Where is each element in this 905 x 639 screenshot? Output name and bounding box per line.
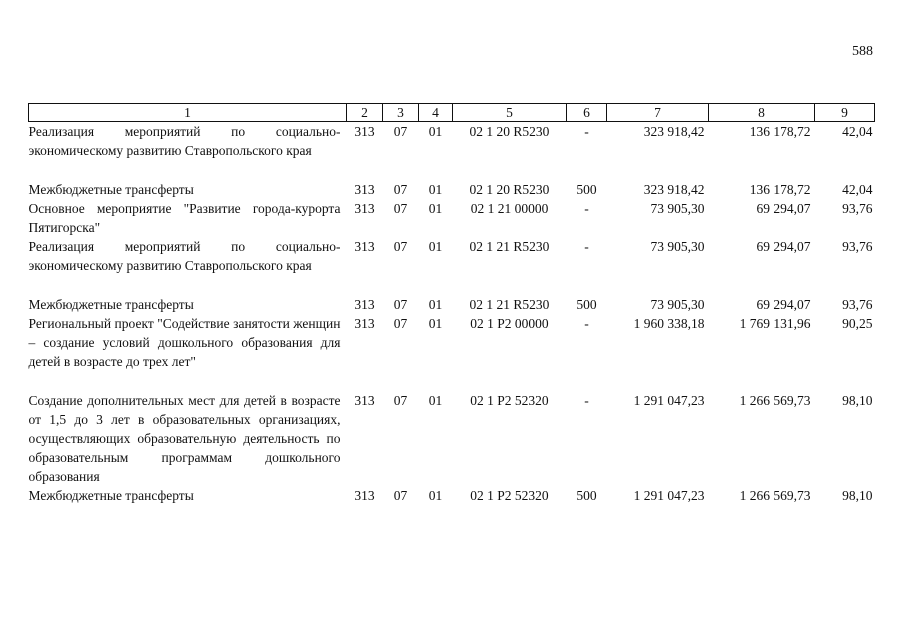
cell-target-code: 02 1 21 R5230 (469, 297, 550, 312)
cell-percent: 98,10 (842, 488, 873, 503)
cell-percent: 42,04 (842, 124, 873, 139)
cell-target-code: 02 1 P2 52320 (470, 488, 549, 503)
cell-executed: 69 294,07 (756, 239, 811, 254)
cell-percent: 93,76 (842, 201, 873, 216)
cell-ministry: 313 (354, 182, 375, 197)
cell-percent: 93,76 (842, 239, 873, 254)
column-header: 2 (347, 104, 383, 122)
cell-expense-type: - (584, 124, 589, 139)
cell-executed: 69 294,07 (756, 201, 811, 216)
table-row (29, 180, 875, 199)
column-header: 3 (383, 104, 419, 122)
cell-planned: 1 960 338,18 (633, 316, 705, 331)
cell-expense-type: - (584, 201, 589, 216)
header-row (29, 104, 875, 122)
cell-ministry: 313 (354, 297, 375, 312)
cell-subsection: 01 (428, 316, 443, 331)
table-row (29, 237, 875, 275)
table-row (29, 391, 875, 486)
cell-expense-type: - (584, 239, 589, 254)
cell-section: 07 (393, 124, 408, 139)
cell-target-code: 02 1 21 00000 (470, 201, 549, 216)
cell-ministry: 313 (354, 488, 375, 503)
cell-planned: 323 918,42 (643, 182, 705, 197)
cell-subsection: 01 (428, 393, 443, 408)
row-name: Межбюджетные трансферты (28, 488, 194, 503)
row-spacer (29, 160, 875, 180)
cell-section: 07 (393, 182, 408, 197)
table-row (29, 314, 875, 371)
column-header: 9 (815, 104, 875, 122)
cell-subsection: 01 (428, 201, 443, 216)
cell-percent: 93,76 (842, 297, 873, 312)
column-header: 7 (607, 104, 709, 122)
row-name: Межбюджетные трансферты (28, 182, 194, 197)
cell-expense-type: - (584, 393, 589, 408)
row-name: Основное мероприятие "Развитие города-курорта Пятигорска" (28, 201, 341, 235)
cell-expense-type: - (584, 316, 589, 331)
row-name: Региональный проект "Содействие занятости женщин – создание условий дошкольного образования для детей в возрасте до трех лет" (28, 316, 341, 369)
column-header: 4 (419, 104, 453, 122)
table-row (29, 199, 875, 237)
cell-target-code: 02 1 21 R5230 (469, 239, 550, 254)
column-header: 8 (709, 104, 815, 122)
cell-subsection: 01 (428, 124, 443, 139)
cell-ministry: 313 (354, 239, 375, 254)
table-row (29, 295, 875, 314)
cell-expense-type: 500 (576, 182, 597, 197)
cell-executed: 1 266 569,73 (739, 488, 811, 503)
cell-percent: 42,04 (842, 182, 873, 197)
cell-section: 07 (393, 393, 408, 408)
cell-planned: 1 291 047,23 (633, 488, 705, 503)
cell-subsection: 01 (428, 297, 443, 312)
cell-section: 07 (393, 239, 408, 254)
cell-ministry: 313 (354, 316, 375, 331)
cell-ministry: 313 (354, 124, 375, 139)
cell-percent: 98,10 (842, 393, 873, 408)
row-name: Реализация мероприятий по социально-экономическому развитию Ставропольского края (28, 124, 341, 158)
cell-target-code: 02 1 20 R5230 (469, 124, 550, 139)
cell-executed: 136 178,72 (749, 182, 811, 197)
cell-target-code: 02 1 P2 00000 (470, 316, 549, 331)
cell-planned: 73 905,30 (650, 239, 705, 254)
cell-expense-type: 500 (576, 488, 597, 503)
cell-section: 07 (393, 316, 408, 331)
budget-table (28, 103, 875, 505)
table-row (29, 122, 875, 161)
column-header: 1 (29, 104, 347, 122)
column-header: 6 (567, 104, 607, 122)
cell-planned: 73 905,30 (650, 297, 705, 312)
cell-executed: 136 178,72 (749, 124, 811, 139)
cell-percent: 90,25 (842, 316, 873, 331)
page-number: 588 (852, 44, 873, 59)
column-header: 5 (453, 104, 567, 122)
cell-expense-type: 500 (576, 297, 597, 312)
table-row (29, 486, 875, 505)
row-name: Создание дополнительных мест для детей в возрасте от 1,5 до 3 лет в образовательных организациях, осуществляющих образовательную деятельность по образовательным программам дошкольного образования (28, 393, 341, 484)
cell-executed: 1 266 569,73 (739, 393, 811, 408)
cell-executed: 69 294,07 (756, 297, 811, 312)
cell-subsection: 01 (428, 488, 443, 503)
cell-planned: 73 905,30 (650, 201, 705, 216)
cell-planned: 1 291 047,23 (633, 393, 705, 408)
row-name: Межбюджетные трансферты (28, 297, 194, 312)
cell-ministry: 313 (354, 201, 375, 216)
cell-section: 07 (393, 201, 408, 216)
row-spacer (29, 275, 875, 295)
cell-target-code: 02 1 P2 52320 (470, 393, 549, 408)
row-name: Реализация мероприятий по социально-экономическому развитию Ставропольского края (28, 239, 341, 273)
cell-section: 07 (393, 297, 408, 312)
cell-subsection: 01 (428, 239, 443, 254)
row-spacer (29, 371, 875, 391)
cell-section: 07 (393, 488, 408, 503)
cell-executed: 1 769 131,96 (739, 316, 811, 331)
cell-ministry: 313 (354, 393, 375, 408)
cell-planned: 323 918,42 (643, 124, 705, 139)
cell-subsection: 01 (428, 182, 443, 197)
cell-target-code: 02 1 20 R5230 (469, 182, 550, 197)
